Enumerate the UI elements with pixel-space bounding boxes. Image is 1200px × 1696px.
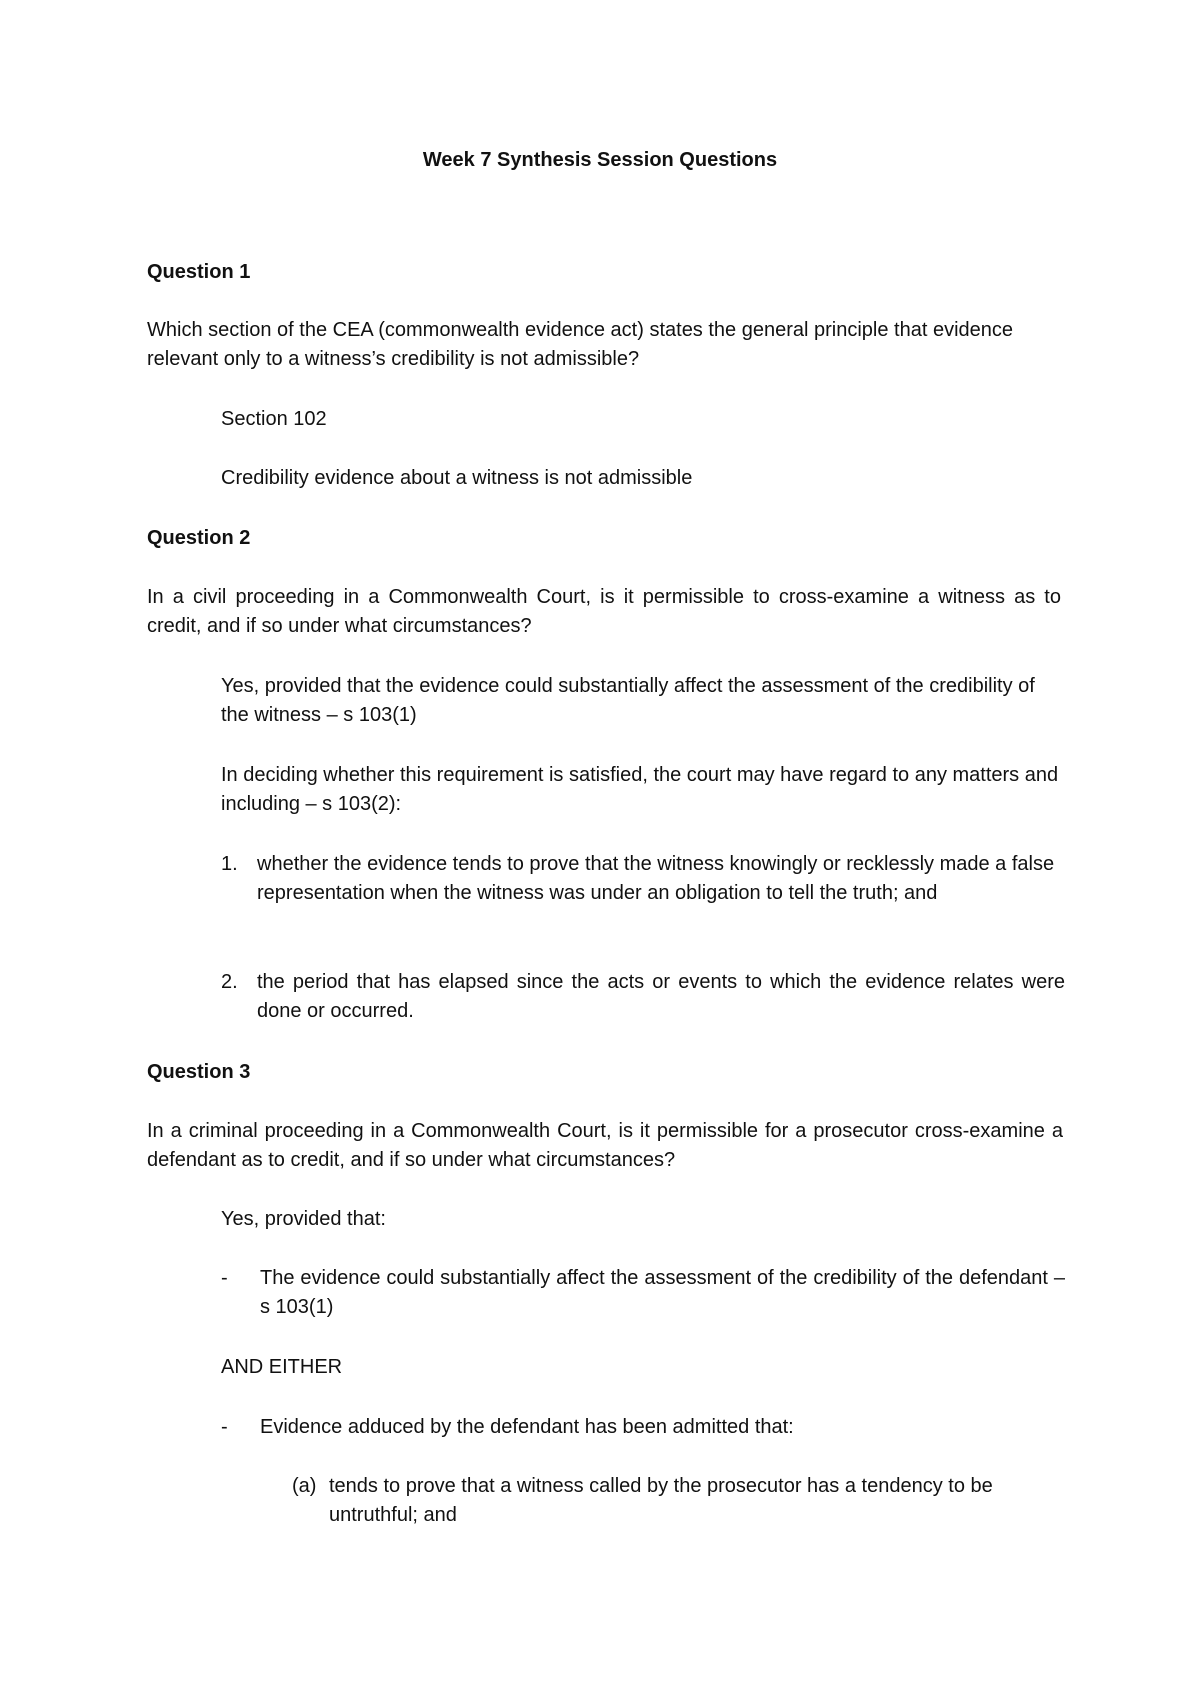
question-1-answer-text: Credibility evidence about a witness is not admissible bbox=[221, 467, 693, 489]
question-2-heading: Question 2 bbox=[147, 527, 251, 549]
list-item: the period that has elapsed since the acts or events to which the evidence relates were done or occurred. bbox=[257, 971, 1065, 1022]
bullet-dash: - bbox=[221, 1267, 228, 1289]
question-1-heading: Question 1 bbox=[147, 261, 251, 283]
question-3-heading: Question 3 bbox=[147, 1061, 251, 1083]
question-3-bullet-2: Evidence adduced by the defendant has been admitted that: bbox=[260, 1416, 794, 1438]
question-1-answer-section: Section 102 bbox=[221, 408, 327, 430]
question-3-text: In a criminal proceeding in a Commonwealth Court, is it permissible for a prosecutor cross-examine a defendant as to credit, and if so under what circumstances? bbox=[147, 1120, 1063, 1171]
list-item-marker: 2. bbox=[221, 971, 238, 993]
question-2-answer-paragraph-2: In deciding whether this requirement is satisfied, the court may have regard to any matters and including – s 103(2): bbox=[221, 764, 1059, 815]
list-item-marker: 1. bbox=[221, 853, 238, 875]
question-2-answer-paragraph-1: Yes, provided that the evidence could substantially affect the assessment of the credibility of the witness – s 103(1) bbox=[221, 675, 1035, 726]
bullet-dash: - bbox=[221, 1416, 228, 1438]
question-3-answer-intro: Yes, provided that: bbox=[221, 1208, 386, 1230]
sub-item-marker: (a) bbox=[292, 1475, 317, 1497]
question-3-sub-item-a: tends to prove that a witness called by the prosecutor has a tendency to be untruthful; and bbox=[329, 1475, 993, 1526]
question-3-connector: AND EITHER bbox=[221, 1356, 343, 1378]
list-item: whether the evidence tends to prove that the witness knowingly or recklessly made a false representation when the witness was under an obligation to tell the truth; and bbox=[257, 853, 1055, 904]
question-3-bullet-1: The evidence could substantially affect the assessment of the credibility of the defendant – s 103(1) bbox=[260, 1267, 1065, 1318]
question-2-text: In a civil proceeding in a Commonwealth Court, is it permissible to cross-examine a witness as to credit, and if so under what circumstances? bbox=[147, 586, 1061, 637]
document-title: Week 7 Synthesis Session Questions bbox=[422, 149, 778, 171]
question-1-text: Which section of the CEA (commonwealth evidence act) states the general principle that evidence relevant only to a witness’s credibility is not admissible? bbox=[147, 319, 1014, 370]
